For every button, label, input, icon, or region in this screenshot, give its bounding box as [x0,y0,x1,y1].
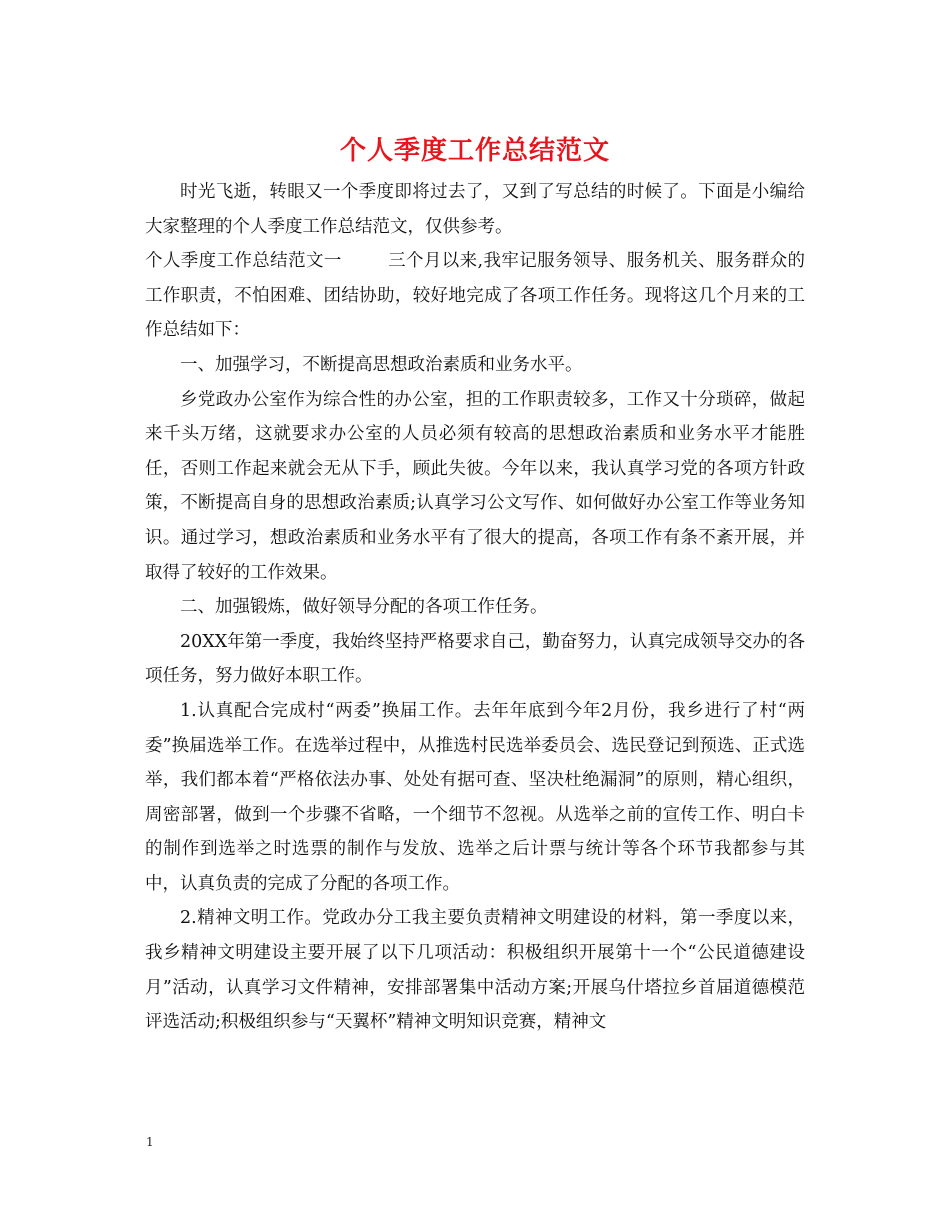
paragraph-study: 乡党政办公室作为综合性的办公室，担的工作职责较多，工作又十分琐碎，做起来千头万绪，这就要求办公室的人员必须有较高的思想政治素质和业务水平才能胜任，否则工作起来就会无从下手，顾此失彼。今年以来，我认真学习党的各项方针政策，不断提高自身的思想政治素质;认真学习公文写作、如何做好办公室工作等业务知识。通过学习，想政治素质和业务水平有了很大的提高，各项工作有条不紊开展，并取得了较好的工作效果。 [145,389,805,583]
paragraph-heading-one: 一、加强学习，不断提高思想政治素质和业务水平。 [180,354,583,375]
paragraph-heading-two: 二、加强锻炼，做好领导分配的各项工作任务。 [180,597,548,618]
section-heading: 个人季度工作总结范文一 [145,251,342,272]
paragraph-first-quarter: 20XX年第一季度，我始终坚持严格要求自己，勤奋努力，认真完成领导交办的各项任务，努力做好本职工作。 [145,631,805,687]
paragraph-civilization: 2.精神文明工作。党政办分工我主要负责精神文明建设的材料，第一季度以来，我乡精神文明建设主要开展了以下几项活动：积极组织开展第十一个“公民道德建设月”活动，认真学习文件精神，安排部署集中活动方案;开展乌什塔拉乡首届道德模范评选活动;积极组织参与“天翼杯”精神文明知识竞赛，精神文 [145,908,805,1033]
section-intro: 三个月以来,我牢记服务领导、服务机关、服务群众的工作职责，不怕困难、团结协助，较好地完成了各项工作任务。现将这几个月来的工作总结如下： [145,251,806,341]
paragraph-section-one [145,244,805,348]
paragraph-election: 1.认真配合完成村“两委”换届工作。去年年底到今年2月份，我乡进行了村“两委”换届选举工作。在选举过程中，从推选村民选举委员会、选民登记到预选、正式选举，我们都本着“严格依法办事、处处有据可查、坚决杜绝漏洞”的原则，精心组织，周密部署，做到一个步骤不省略，一个细节不忽视。从选举之前的宣传工作、明白卡的制作到选举之时选票的制作与发放、选举之后计票与统计等各个环节我都参与其中，认真负责的完成了分配的各项工作。 [145,700,805,894]
paragraph-intro: 时光飞逝，转眼又一个季度即将过去了，又到了写总结的时候了。下面是小编给大家整理的个人季度工作总结范文，仅供参考。 [145,182,805,237]
document-body [145,175,805,1040]
page-number: 1 [146,1135,154,1149]
document-title: 个人季度工作总结范文 [339,136,610,166]
